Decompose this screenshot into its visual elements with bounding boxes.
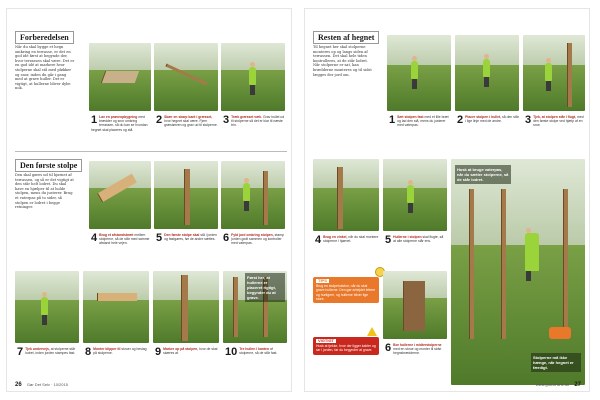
folio-left: 26 Gør Det Selv · 10/2015 (15, 382, 68, 388)
photo-r3 (523, 35, 585, 111)
section-title-first-post: Den første stolpe (15, 159, 82, 172)
caption-r6: 6 Bor hullerne i midterstolperne med en skrue og monter til sidst hegnsbrædderne. (385, 342, 442, 356)
caption-7: 7 Tjek undervejs, at stolperne står lodret, inden jorden stampes fast. (17, 346, 76, 358)
caption-r4: 4 Brug en vinkel, når du skal montere stolperne i hjørnet. (315, 234, 379, 246)
photo-r4 (313, 159, 379, 231)
photo-overlay-top: Husk at bruge vaterpas, når du sætter stolperne, så de står lodret. (455, 165, 511, 184)
caption-r1: 1 Sæt stolpen fast med et lille bræt og lad den stå, mens du justerer med vaterpas. (389, 114, 449, 128)
section-intro-right: Til hegnet her skal stolperne monteres op og langs siden af terrassen. Det skal hele tiden kontrolleres, at de står lodret. Når stolperne er sat, kan brædderne monteres og til sidst lægges der jord om. (313, 45, 372, 77)
photo-r5 (383, 159, 447, 231)
caption-8: 8 Monter klipper til skruer og beslag på stolperne. (85, 346, 147, 358)
photo-r1 (387, 35, 451, 111)
photo-5 (154, 161, 218, 229)
right-page (304, 8, 590, 392)
photo-overlay-bottom: Stolperne må ikke hænge, når hegnet er færdigt. (531, 353, 581, 372)
folio-right: www.gds-online.dk 27 (535, 382, 581, 388)
caption-r3: 3 Tjek, at stolpen står i flugt, med den første stolpe ved hjælp af en snor. (525, 114, 584, 128)
photo-9 (153, 271, 219, 343)
caption-r2: 2 Placer stolpen i hullet, så den står i lige linje med de andre. (457, 114, 519, 126)
photo-3 (221, 43, 285, 111)
photo-4 (89, 161, 151, 229)
important-box: VIGTIGT Husk at tjekke, hvor der ligger kabler og rør i jorden, før du begynder at grave. (313, 337, 379, 355)
caption-9: 9 Marker op på stolpen, hvor de skal skæres af. (155, 346, 218, 358)
photo-1 (89, 43, 151, 111)
warning-icon (367, 327, 377, 336)
section-intro-2: Den skal gøres ud til hjørnet af terrassen, og så er det vigtigt at den står helt lodret. Du skal have en hjælper til at holde stolpen, mens du justerer. Brug et vaterpas på to sider, så stolpen er lodret i begge retninger. (15, 173, 74, 210)
photo-7 (15, 271, 79, 343)
photo-overlay-note: Først her, at hullerne er placeret rigtigt, begynder du at grave. (245, 273, 285, 302)
left-page (6, 8, 292, 392)
photo-8 (83, 271, 149, 343)
section-title-preparation: Forberedelsen (15, 31, 74, 44)
caption-2: 2 Skær en skarp kant i græsset, hvor hegnet skal være. Fjern græstørven og grav ud til stolperne. (156, 114, 218, 128)
section-intro: Når du skal bygge et hegn omkring en terrasse, er det en god idé først at begynde der, hvor terrassen skal være. Det er en god idé at markere hvor stolperne skal stå med pløkker og snor, inden du går i gang med at grave huller. Det er vigtigt, at hullerne bliver dybe nok. (15, 45, 75, 91)
section-title-rest: Resten af hegnet (313, 31, 379, 44)
caption-4: 4 Brug et afstandsbræt mellem stolperne, så de står med samme afstand hele vejen. (91, 232, 150, 246)
caption-1: 1 Lav en prøveopbygning med brædder og snor omkring terrassen, så du kan se hvordan hegnet skal placeres og stå. (91, 114, 148, 132)
photo-6 (221, 161, 285, 229)
caption-10: 10 Tre hullen i kanten af stolperne, så de står fast. (225, 346, 278, 358)
caption-6: 6 Fyld jord omkring stolpen, stamp jorden godt sammen og kontroller med vaterpas. (223, 232, 284, 246)
photo-2 (154, 43, 218, 111)
photo-r6 (383, 271, 447, 339)
wheelbarrow-icon (549, 327, 571, 339)
caption-5: 5 Den første stolpe skal stå i jorden og fastgøres, før de andre sættes. (156, 232, 217, 244)
caption-r5: 5 Hullerne i stolpen skal flugte, så at alle stolperne står ens. (385, 234, 444, 246)
divider (15, 151, 287, 152)
photo-large (451, 159, 585, 385)
tips-box: TIPS Brug en stolpehulsbor, når du skal grave hullerne. Den gør arbejdet lettere og hurtigere, og hullerne bliver lige store. (313, 277, 379, 303)
caption-3: 3 Træk græsset væk. Grav hullet ud til stolperne så det er klar til næste trin. (223, 114, 285, 128)
photo-r2 (455, 35, 519, 111)
